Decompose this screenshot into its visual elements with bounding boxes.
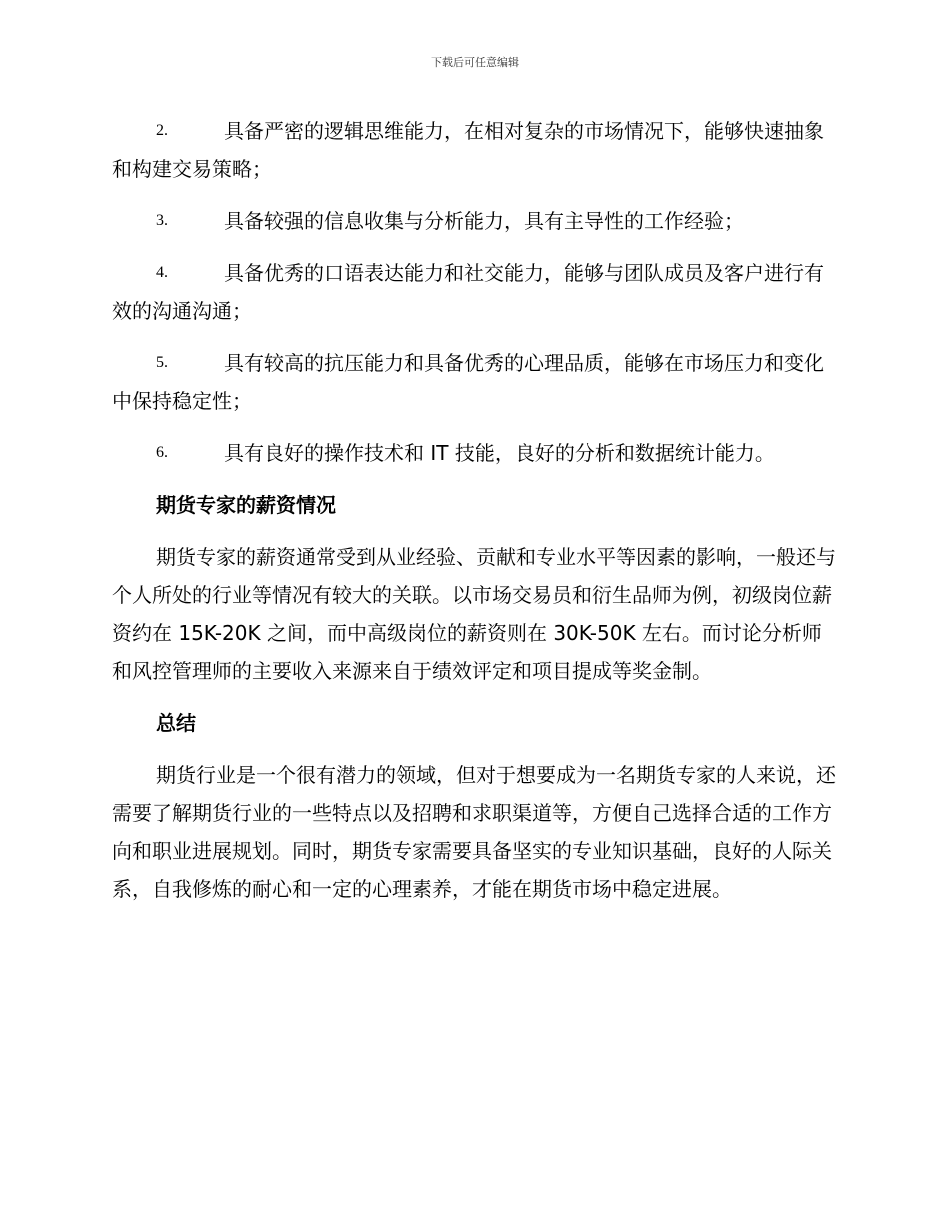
section-heading-summary: 总结: [156, 711, 196, 735]
list-item: [112, 112, 838, 188]
summary-paragraph: 期货行业是一个很有潜力的领域，但对于想要成为一名期货专家的人来说，还需要了解期货行业的一些特点以及招聘和求职渠道等，方便自己选择合适的工作方向和职业进展规划。同时，期货专家需要具备坚实的专业知识基础，良好的人际关系，自我修炼的耐心和一定的心理素养，才能在期货市场中稳定进展。: [112, 763, 836, 901]
list-item-text: 具备优秀的口语表达能力和社交能力，能够与团队成员及客户进行有效的沟通沟通；: [112, 261, 824, 323]
list-item-number: 5.: [156, 354, 168, 371]
list-item: [112, 344, 838, 420]
section-heading-salary: 期货专家的薪资情况: [156, 493, 336, 517]
salary-paragraph: 期货专家的薪资通常受到从业经验、贡献和专业水平等因素的影响，一般还与个人所处的行业等情况有较大的关联。以市场交易员和衍生品师为例，初级岗位薪资约在 15K-20K 之间，而中高级岗位的薪资则在 30K-50K 左右。而讨论分析师和风控管理师的主要收入来源来自于绩效评定和项目提成等奖金制。: [112, 545, 836, 683]
list-item-text: 具有良好的操作技术和 IT 技能，良好的分析和数据统计能力。: [224, 441, 775, 465]
list-item: [112, 254, 838, 330]
list-item-number: 3.: [156, 212, 168, 229]
list-item-text: 具有较高的抗压能力和具备优秀的心理品质，能够在市场压力和变化中保持稳定性；: [112, 351, 824, 413]
list-item-number: 4.: [156, 264, 168, 281]
list-item-text: 具备严密的逻辑思维能力，在相对复杂的市场情况下，能够快速抽象和构建交易策略；: [112, 119, 824, 181]
document-body: [112, 112, 838, 922]
list-item-number: 2.: [156, 122, 168, 139]
list-item: [112, 202, 838, 240]
list-item: [112, 434, 838, 472]
page-header: 下载后可任意编辑: [431, 56, 519, 69]
list-item-number: 6.: [156, 444, 168, 461]
list-item-text: 具备较强的信息收集与分析能力，具有主导性的工作经验；: [224, 209, 744, 233]
